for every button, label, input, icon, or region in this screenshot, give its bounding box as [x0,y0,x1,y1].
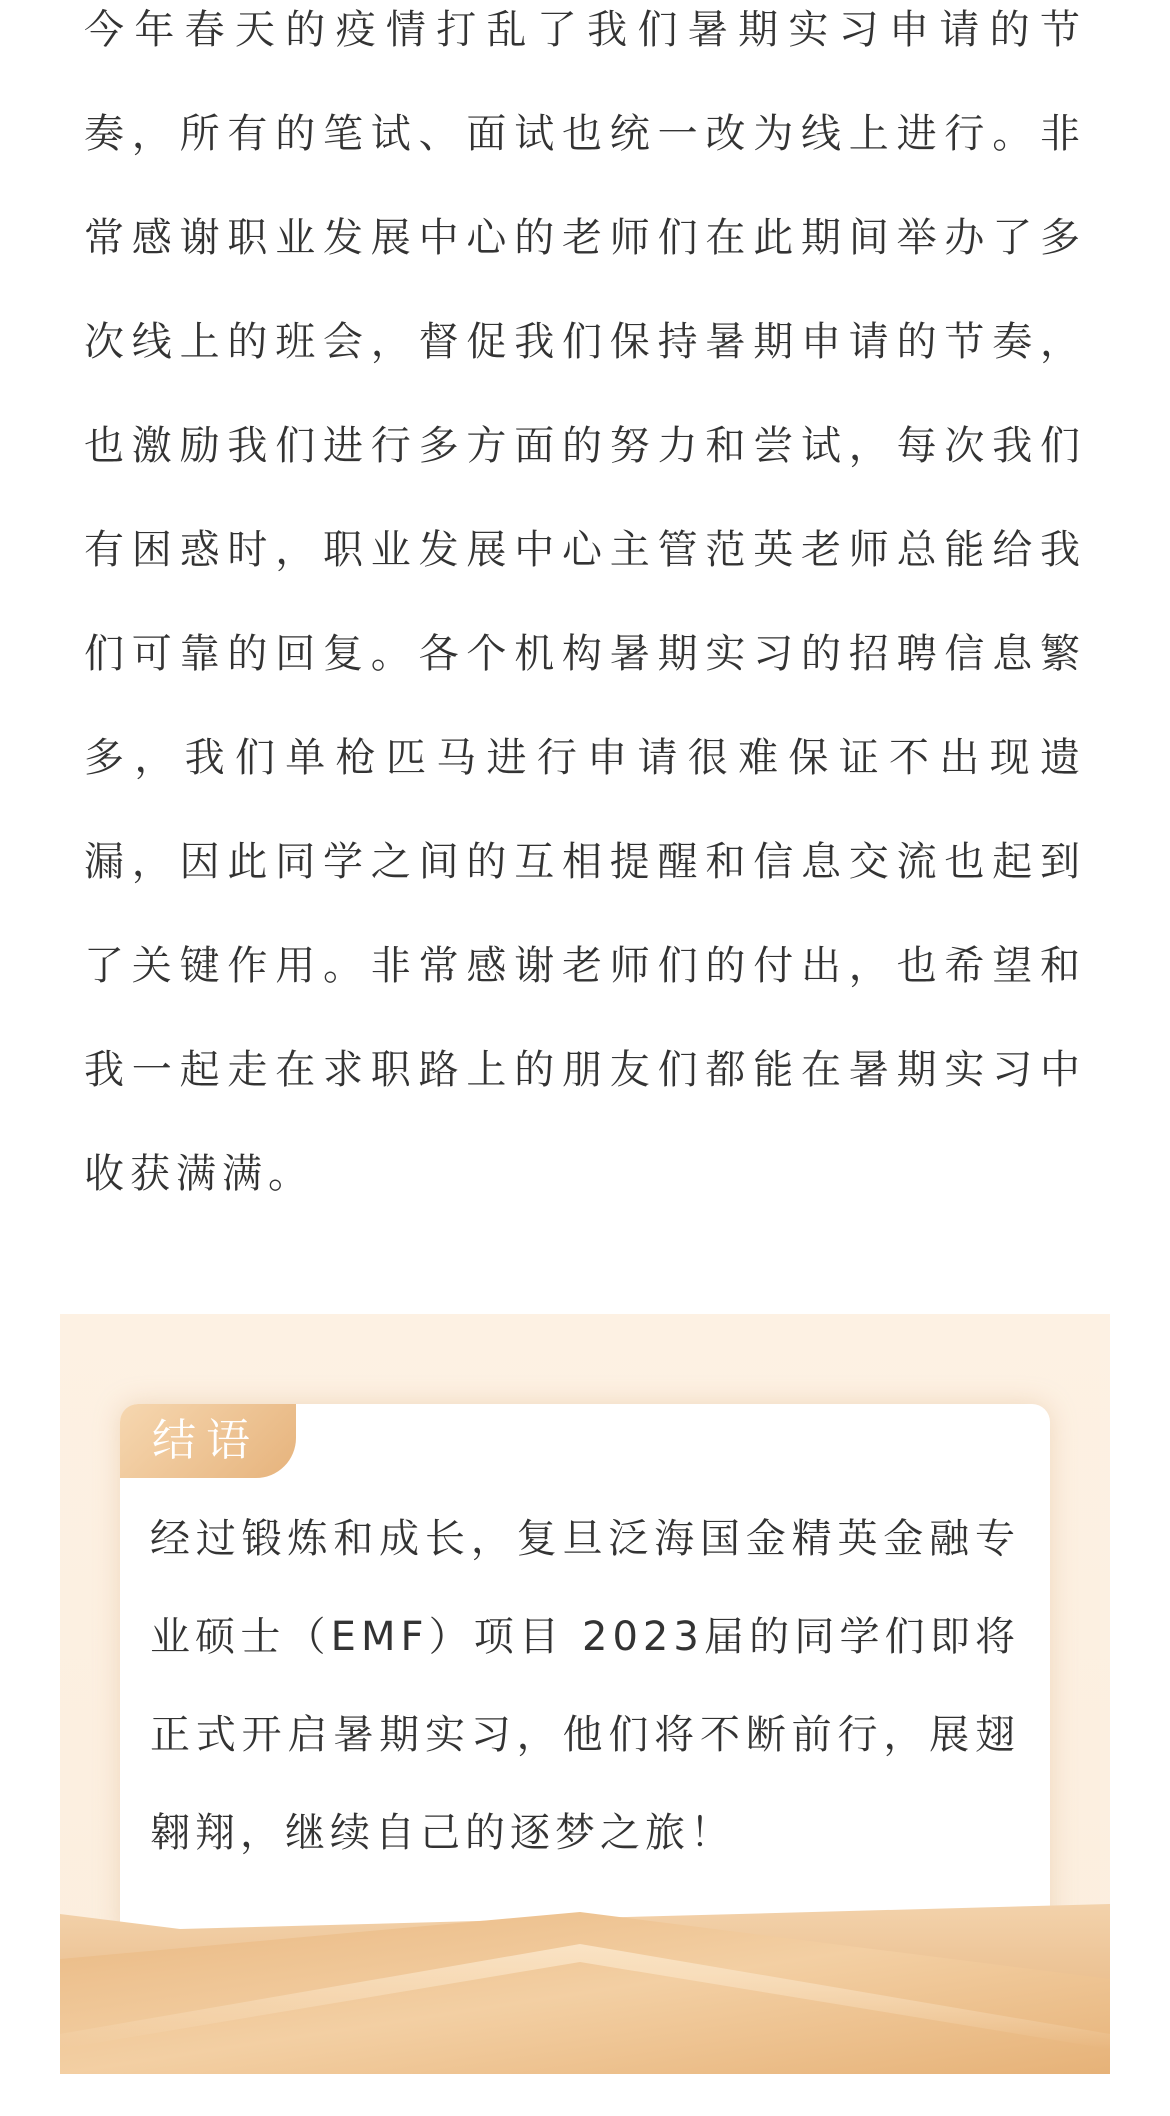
conclusion-card [120,1404,1050,1944]
decorative-gold-band [60,1884,1110,2074]
conclusion-text: 经过锻炼和成长，复旦泛海国金精英金融专业硕士（EMF）项目 2023届的同学们即将正式开启暑期实习，他们将不断前行，展翅翱翔，继续自己的逐梦之旅！ [150,1516,1020,1856]
conclusion-heading: 结语 [152,1415,260,1466]
article-paragraph: 今年春天的疫情打乱了我们暑期实习申请的节奏，所有的笔试、面试也统一改为线上进行。非常感谢职业发展中心的老师们在此期间举办了多次线上的班会，督促我们保持暑期申请的节奏，也激励我们进行多方面的努力和尝试，每次我们有困惑时，职业发展中心主管范英老师总能给我们可靠的回复。各个机构暑期实习的招聘信息繁多，我们单枪匹马进行申请很难保证不出现遗漏，因此同学之间的互相提醒和信息交流也起到了关键作用。非常感谢老师们的付出，也希望和我一起走在求职路上的朋友们都能在暑期实习中收获满满。 [84,7,1086,1197]
conclusion-heading-tab [120,1404,296,1478]
conclusion-panel [60,1314,1110,2074]
